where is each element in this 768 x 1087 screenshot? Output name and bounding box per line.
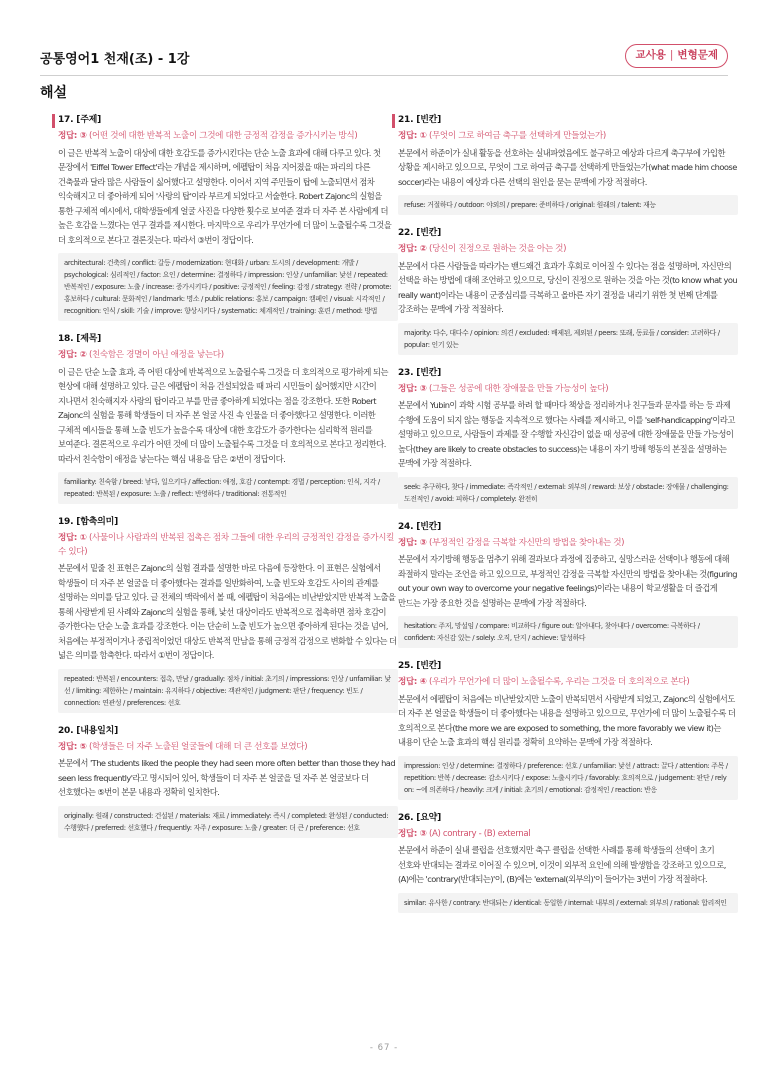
- answer-label: 정답: ②: [58, 350, 87, 360]
- explanation-text: 본문에서 하준이 실내 클럽을 선호했지만 축구 클럽을 선택한 사례를 통해 학생들의 선택이 초기 선호와 반대되는 결과로 이어질 수 있으며, 이것이 외부적 요인에 의해 발생함을 강조하고 있으므로, (A)에는 'contrary(반대되는)'이, (B)에는 'external(외부의)'이 들어가는 3번이 가장 적절하다.: [398, 845, 726, 884]
- explanation-text: 본문에서 밑줄 친 표현은 Zajonc의 실험 결과를 설명한 바로 다음에 등장한다. 이 표현은 실험에서 학생들이 더 자주 본 얼굴을 더 좋아했다는 결과를 일반화하여, 노출 빈도와 호감도 사이의 관계를 설명하는 의미를 담고 있다. 글 전체의 맥락에서 볼 때, 에펠탑이 처음에는 비난받았지만 반복적 노출을 통해 사랑받게 된 사례와 Zajonc의 실험을 통해, 낯선 대상이라도 반복적으로 접촉하면 점차 호감이 증가한다는 단순 노출 효과를 강조한다. 이는 단순히 노출 빈도가 높으면 좋아하게 된다는 것을 넘어, 처음에는 부정적이거나 중립적이었던 대상도 반복적 만남을 통해 긍정적 감정으로 변화할 수 있다는 더 넓은 의미를 함축한다. 따라서 ①번이 정답이다.: [58, 563, 397, 660]
- vocabulary-box: repeated: 반복된 / encounters: 접촉, 만남 / gradually: 점차 / initial: 초기의 / impressions: 인상 / unfamiliar: 낯선 / limiting: 제한하는 / maintain: 유지하다 / objective: 객관적인 / judgment: 판단 / frequency: 빈도 / connection: 연관성 / preferences: 선호: [58, 669, 398, 713]
- question-24: [398, 519, 738, 649]
- question-heading: 26. [요약]: [398, 812, 442, 823]
- document-title: 공통영어1 천재(조) - 1강: [40, 52, 190, 67]
- question-25: [398, 658, 738, 800]
- answer-label: 정답: ④: [398, 677, 427, 687]
- badge-separator: |: [669, 49, 674, 61]
- question-19: [58, 514, 398, 713]
- question-22: [398, 225, 738, 355]
- answer-line: [398, 130, 738, 144]
- edition-badge: [625, 44, 728, 68]
- question-heading: 20. [내용일치]: [58, 725, 119, 736]
- explanation-text: 본문에서 다른 사람들을 따라가는 밴드왜건 효과가 후회로 이어질 수 있다는 점을 설명하며, 자신만의 선택을 하는 방법에 대해 조언하고 있으므로, 당신이 진정으로 원하는 것을 아는 것(to know what you really want)이라는 내용이 군중심리를 극복하고 올바른 자기 결정을 내리기 위한 첫 번째 단계를 강조하는 문맥에 가장 적절하다.: [398, 260, 738, 314]
- answer-label: 정답: ③: [398, 537, 427, 548]
- question-21: [398, 112, 738, 215]
- answer-line: [398, 537, 738, 551]
- question-heading: 21. [빈칸]: [398, 115, 442, 125]
- right-column: [398, 112, 738, 1051]
- header-divider: [40, 75, 728, 76]
- question-23: [398, 365, 738, 509]
- question-heading: 19. [함축의미]: [58, 517, 119, 527]
- vocabulary-box: familiarity: 친숙함 / breed: 낳다, 일으키다 / affection: 애정, 호감 / contempt: 경멸 / perception: 인식, 지각 / repeated: 반복된 / exposure: 노출 / reflect: 반영하다 / traditional: 전통적인: [58, 472, 398, 504]
- explanation-text: 이 글은 반복적 노출이 대상에 대한 호감도를 증가시킨다는 단순 노출 효과에 대해 다루고 있다. 첫 문장에서 'Eiffel Tower Effect'라는 개념을 제시하며, 에펠탑이 처음 지어졌을 때는 파리의 다른 건축물과 달라 많은 사람들이 싫어했다고 설명한다. 이어서 지역 주민들이 탑에 노출되면서 점차 익숙해지고 더 좋아하게 되어 '사랑의 탑'이라 부르게 되었다고 서술한다. Robert Zajonc의 실험을 통한 구체적 예시에서, 대학생들에게 얼굴 사진을 다양한 횟수로 보여준 결과 더 자주 본 사람에게 더 높은 호감을 느꼈다는 연구 결과를 제시한다. 마지막으로 우리가 무언가에 더 많이 노출될수록 그것을 더 호의적으로 본다고 결론짓는다. 따라서 ③번이 정답이다.: [58, 147, 392, 245]
- question-heading: 23. [빈칸]: [398, 367, 442, 378]
- answer-text: (친숙함은 경멸이 아닌 애정을 낳는다): [88, 350, 224, 360]
- vocabulary-box: impression: 인상 / determine: 결정하다 / preference: 선호 / unfamiliar: 낯선 / attract: 끌다 / attention: 주목 / repetition: 반복 / decrease: 감소시키다 / expose: 노출시키다 / favorably: 호의적으로 / judgement: 판단 / rely on: ~에 의존하다 / heavily: 크게 / initial: 초기의 / emotional: 감정적인 / reaction: 반응: [398, 756, 738, 800]
- answer-text: (사물이나 사람과의 반복된 접촉은 점차 그들에 대한 우리의 긍정적인 감정을 증가시킬 수 있다): [58, 533, 395, 557]
- question-heading: 22. [빈칸]: [398, 228, 442, 238]
- answer-label: 정답: ②: [398, 244, 427, 254]
- page-number: - 67 -: [369, 1043, 399, 1053]
- answer-label: 정답: ③: [58, 131, 87, 141]
- answer-text: (무엇이 그로 하여금 축구를 선택하게 만들었는가): [428, 131, 606, 141]
- answer-label: 정답: ③: [398, 383, 427, 394]
- question-17: [58, 112, 398, 321]
- answer-label: 정답: ①: [58, 533, 87, 543]
- explanation-text: 본문에서 에펠탑이 처음에는 비난받았지만 노출이 반복되면서 사랑받게 되었고, Zajonc의 실험에서도 더 자주 본 얼굴을 학생들이 더 좋아했다는 내용을 설명하고 있으므로, 무언가에 더 많이 노출될수록 더 호의적으로 본다(the more we are exposed to something, the more favorably we view it)는 내용이 단순 노출 효과의 핵심 원리를 정확히 요약하는 문맥에 가장 적절하다.: [398, 693, 736, 747]
- explanation-text: 본문에서 'The students liked the people they had seen more often better than those they had seen less frequently'라고 명시되어 있어, 학생들이 더 자주 본 얼굴을 덜 자주 본 얼굴보다 더 선호했다는 ⑤번이 본문 내용과 정확히 일치한다.: [58, 758, 396, 797]
- vocabulary-box: originally: 원래 / constructed: 건설된 / materials: 재료 / immediately: 즉시 / completed: 완성된 / conducted: 수행했다 / preferred: 선호했다 / frequently: 자주 / exposure: 노출 / greater: 더 큰 / preference: 선호: [58, 806, 398, 838]
- vocabulary-box: refuse: 거절하다 / outdoor: 야외의 / prepare: 준비하다 / original: 원래의 / talent: 재능: [398, 195, 738, 215]
- answer-text: (우리가 무언가에 더 많이 노출될수록, 우리는 그것을 더 호의적으로 본다): [428, 677, 690, 687]
- vocabulary-box: architectural: 건축의 / conflict: 갈등 / modernization: 현대화 / urban: 도시의 / development: 개발 / psychological: 심리적인 / factor: 요인 / determine: 결정하다 / impression: 인상 / unfamiliar: 낯선 / repeated: 반복적인 / exposure: 노출 / increase: 증가시키다 / positive: 긍정적인 / feeling: 감정 / strategy: 전략 / promote: 홍보하다 / cultural: 문화적인 / landmark: 명소 / public relations: 홍보 / campaign: 캠페인 / visual: 시각적인 / recognition: 인식 / skill: 기술 / improve: 향상시키다 / systematic: 체계적인 / training: 훈련 / method: 방법: [58, 253, 398, 321]
- vocabulary-box: hesitation: 주저, 망설임 / compare: 비교하다 / figure out: 알아내다, 찾아내다 / overcome: 극복하다 / confident: 자신감 있는 / solely: 오직, 단지 / achieve: 달성하다: [398, 616, 738, 648]
- variant-label: 변형문제: [677, 49, 718, 61]
- explanation-text: 본문에서 하준이가 실내 활동을 선호하는 실내파였음에도 불구하고 예상과 다르게 축구부에 가입한 상황을 제시하고 있으므로, 무엇이 그로 하여금 축구를 선택하게 만들었는가(what made him choose soccer)라는 내용이 예상과 다른 선택의 원인을 묻는 문맥에 가장 적절하다.: [398, 147, 737, 187]
- vocabulary-box: seek: 추구하다, 찾다 / immediate: 즉각적인 / external: 외부의 / reward: 보상 / obstacle: 장애물 / challenging: 도전적인 / avoid: 피하다 / completely: 완전히: [398, 477, 738, 509]
- answer-text: (부정적인 감정을 극복할 자신만의 방법을 찾아내는 것): [428, 537, 625, 548]
- answer-text: (당신이 진정으로 원하는 것을 아는 것): [428, 244, 567, 254]
- answer-line: [398, 383, 738, 397]
- teacher-label: 교사용: [635, 49, 666, 61]
- answer-line: [398, 828, 738, 842]
- question-18: [58, 331, 398, 504]
- answer-text: (A) contrary - (B) external: [428, 828, 531, 839]
- question-26: [398, 810, 738, 913]
- explanation-text: 이 글은 단순 노출 효과, 즉 어떤 대상에 반복적으로 노출될수록 그것을 더 호의적으로 평가하게 되는 현상에 대해 설명하고 있다. 글은 에펠탑이 처음 건설되었을 때 파리 시민들이 싫어했지만 시간이 지나면서 친숙해지자 사랑의 탑이라고 부를 만큼 좋아하게 되었다는 점을 강조한다. 또한 Robert Zajonc의 실험을 통해 학생들이 더 자주 본 얼굴 사진 속 인물을 더 좋아했다고 설명한다. 이러한 구체적 예시들을 통해 노출 빈도가 높을수록 대상에 대한 호감도가 증가한다는 심리학적 원리를 보여준다. 결론적으로 우리가 어떤 것에 더 많이 노출될수록 그것을 더 호의적으로 본다고 정리한다. 따라서 친숙함이 애정을 낳는다는 핵심 내용을 담은 ②번이 정답이다.: [58, 366, 388, 464]
- explanation-text: 본문에서 Yubin이 과학 시험 공부를 하려 할 때마다 책상을 정리하거나 친구들과 문자를 하는 등 과제 수행에 도움이 되지 않는 행동을 지속적으로 했다는 사례를 제시하고, 이를 'self-handicapping'이라고 설명하고 있으므로, 사람들이 과제를 잘 수행할 자신감이 없을 때 성공에 대한 장애물을 만들 가능성이 높다(they are likely to create obstacles to success)는 내용이 자기 방해 행동의 본질을 설명하는 문맥에 가장 적절하다.: [398, 400, 735, 468]
- answer-label: 정답: ⑤: [58, 741, 87, 752]
- question-heading: 18. [제목]: [58, 334, 102, 344]
- answer-line: [58, 741, 398, 755]
- question-heading: 17. [주제]: [58, 115, 102, 125]
- answer-text: (어떤 것에 대한 반복적 노출이 그것에 대한 긍정적 감정을 증가시키는 방식): [88, 131, 358, 141]
- explanation-text: 본문에서 자기방해 행동을 멈추기 위해 결과보다 과정에 집중하고, 실망스러운 선택이나 행동에 대해 좌절하지 말라는 조언을 하고 있으므로, 부정적인 감정을 극복할 자신만의 방법을 찾아내는 것(figuring out your own way to overcome your negative feelings)이라는 내용이 학교생활을 더 즐겁게 만드는 가장 중요한 것을 설명하는 문맥에 가장 적절하다.: [398, 554, 737, 608]
- answer-label: 정답: ③: [398, 828, 427, 839]
- answer-line: [58, 130, 398, 144]
- question-20: [58, 723, 398, 838]
- answer-line: [398, 676, 738, 690]
- answer-line: [58, 532, 398, 559]
- question-heading: 24. [빈칸]: [398, 521, 442, 532]
- question-heading: 25. [빈칸]: [398, 661, 442, 671]
- answer-text: (학생들은 더 자주 노출된 얼굴들에 대해 더 큰 선호를 보였다): [88, 741, 308, 752]
- page-header: [40, 44, 728, 70]
- left-column: [58, 112, 398, 1051]
- vocabulary-box: majority: 다수, 대다수 / opinion: 의견 / excluded: 배제된, 제외된 / peers: 또래, 동료들 / consider: 고려하다 / popular: 인기 있는: [398, 323, 738, 355]
- answer-text: (그들은 성공에 대한 장애물을 만들 가능성이 높다): [428, 383, 609, 394]
- answer-line: [398, 243, 738, 257]
- answer-label: 정답: ①: [398, 131, 427, 141]
- section-title: 해설: [40, 85, 68, 101]
- vocabulary-box: similar: 유사한 / contrary: 반대되는 / identical: 동일한 / internal: 내부의 / external: 외부의 / rational: 합리적인: [398, 893, 738, 913]
- answer-line: [58, 349, 398, 363]
